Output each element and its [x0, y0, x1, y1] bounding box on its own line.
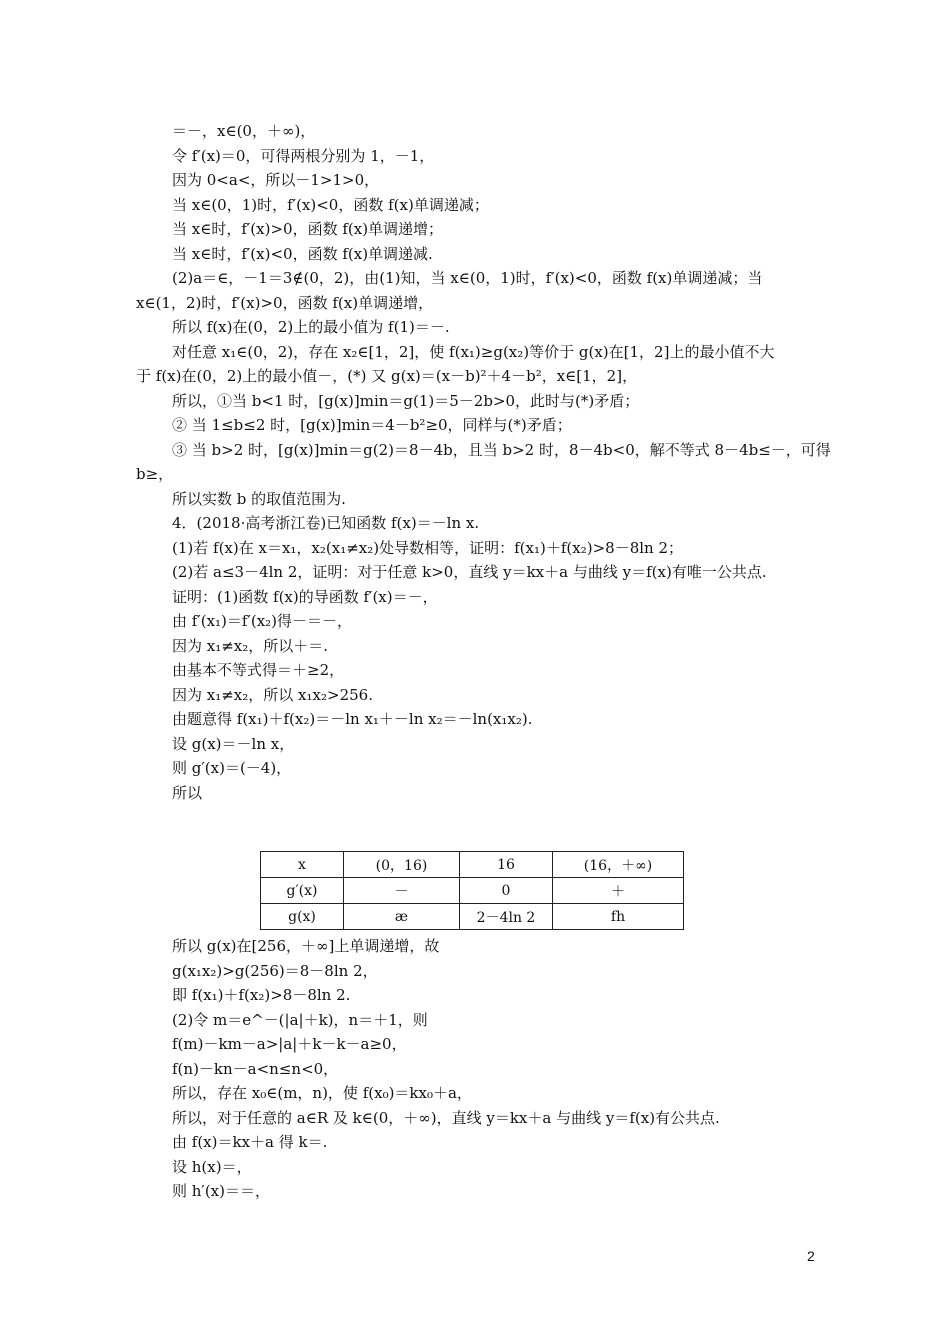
text-line: 由 f(x)＝kx＋a 得 k＝. — [172, 1133, 328, 1151]
text-block-top — [136, 119, 831, 805]
table-cell: 0 — [460, 878, 553, 904]
text-line: 由基本不等式得＝＋≥2， — [172, 661, 345, 679]
variation-table — [260, 851, 684, 930]
text-line: 于 f(x)在(0，2)上的最小值－，(*) 又 g(x)＝(x－b)²＋4－b²，x∈[1，2]， — [136, 367, 638, 385]
page-number: 2 — [807, 1248, 815, 1264]
text-line: 所以，对于任意的 a∈R 及 k∈(0，＋∞)，直线 y＝kx＋a 与曲线 y＝f(x)有公共点. — [172, 1108, 720, 1127]
text-line: 当 x∈时，f′(x)>0，函数 f(x)单调递增； — [172, 220, 444, 238]
text-line: 设 h(x)＝， — [172, 1157, 252, 1176]
table-cell: (16，＋∞) — [553, 852, 684, 878]
text-line: 则 g′(x)＝(－4)， — [172, 759, 292, 777]
table-row — [261, 852, 684, 878]
text-line: 设 g(x)＝－ln x， — [172, 734, 295, 753]
text-line: 由 f′(x₁)＝f′(x₂)得－＝－， — [172, 612, 353, 630]
text-line: 所以，存在 x₀∈(m，n)，使 f(x₀)＝kx₀＋a， — [172, 1084, 472, 1102]
text-line: ③ 当 b>2 时，[g(x)]min＝g(2)＝8－4b，且当 b>2 时，8－4b<0，解不等式 8－4b≤－，可得 — [172, 440, 831, 459]
text-line: 即 f(x₁)＋f(x₂)>8－8ln 2. — [172, 986, 351, 1004]
text-line: f(n)－kn－a<n≤n<0， — [172, 1059, 339, 1078]
table-cell: fh — [553, 904, 684, 930]
table-cell: 16 — [460, 852, 553, 878]
text-line: 所以 f(x)在(0，2)上的最小值为 f(1)＝－. — [172, 318, 450, 336]
text-line: 因为 x₁≠x₂，所以＋＝. — [172, 636, 329, 655]
text-line: 所以实数 b 的取值范围为. — [172, 489, 346, 508]
table-cell: － — [344, 878, 460, 904]
text-line: 当 x∈(0，1)时，f′(x)<0，函数 f(x)单调递减； — [172, 195, 489, 214]
text-line: 所以 — [172, 783, 203, 802]
spacer — [136, 805, 816, 843]
table-cell: æ — [344, 904, 460, 930]
text-line: 当 x∈时，f′(x)<0，函数 f(x)单调递减. — [172, 244, 433, 263]
table-cell: 2－4ln 2 — [460, 904, 553, 930]
table-row — [261, 878, 684, 904]
table-cell: ＋ — [553, 878, 684, 904]
text-line: (2)若 a≤3－4ln 2，证明：对于任意 k>0，直线 y＝kx＋a 与曲线 y＝f(x)有唯一公共点. — [172, 563, 767, 581]
table-row — [261, 904, 684, 930]
text-line: 因为 0<a<，所以－1>1>0， — [172, 171, 380, 189]
text-line: 证明：(1)函数 f(x)的导函数 f′(x)＝－， — [172, 587, 438, 606]
table-cell: g′(x) — [261, 878, 344, 904]
text-line: 令 f′(x)＝0，可得两根分别为 1，－1， — [172, 146, 435, 165]
document-body — [136, 119, 831, 1204]
table-cell: x — [261, 852, 344, 878]
text-line: 则 h′(x)＝＝， — [172, 1182, 270, 1200]
text-line: (2)a＝∈，－1＝3∉(0，2)，由(1)知，当 x∈(0，1)时，f′(x)<0，函数 f(x)单调递减；当 — [172, 269, 763, 287]
text-block-bottom — [136, 934, 816, 1204]
text-line: x∈(1，2)时，f′(x)>0，函数 f(x)单调递增， — [136, 293, 434, 312]
text-line: 因为 x₁≠x₂，所以 x₁x₂>256. — [172, 685, 373, 704]
text-line: ② 当 1≤b≤2 时，[g(x)]min＝4－b²≥0，同样与(*)矛盾； — [172, 416, 572, 434]
text-line: 对任意 x₁∈(0，2)，存在 x₂∈[1，2]，使 f(x₁)≥g(x₂)等价于 g(x)在[1，2]上的最小值不大 — [172, 342, 775, 361]
text-line: (1)若 f(x)在 x＝x₁，x₂(x₁≠x₂)处导数相等，证明：f(x₁)＋f(x₂)>8－8ln 2； — [172, 538, 684, 557]
text-line: ＝－，x∈(0，＋∞)， — [172, 122, 316, 140]
text-line: 由题意得 f(x₁)＋f(x₂)＝－ln x₁＋－ln x₂＝－ln(x₁x₂). — [172, 710, 533, 728]
text-line: b≥， — [136, 465, 174, 483]
text-line: (2)令 m＝e^－(|a|＋k)，n＝＋1，则 — [172, 1010, 428, 1029]
table-cell: (0，16) — [344, 852, 460, 878]
text-line: 4．(2018·高考浙江卷)已知函数 f(x)＝－ln x. — [172, 514, 480, 532]
text-line: f(m)－km－a>|a|＋k－k－a≥0， — [172, 1035, 407, 1053]
table-cell: g(x) — [261, 904, 344, 930]
text-line: 所以，①当 b<1 时，[g(x)]min＝g(1)＝5－2b>0，此时与(*)矛盾； — [172, 391, 640, 410]
text-line: g(x₁x₂)>g(256)＝8－8ln 2， — [172, 961, 378, 980]
text-line: 所以 g(x)在[256，＋∞]上单调递增，故 — [172, 937, 440, 955]
